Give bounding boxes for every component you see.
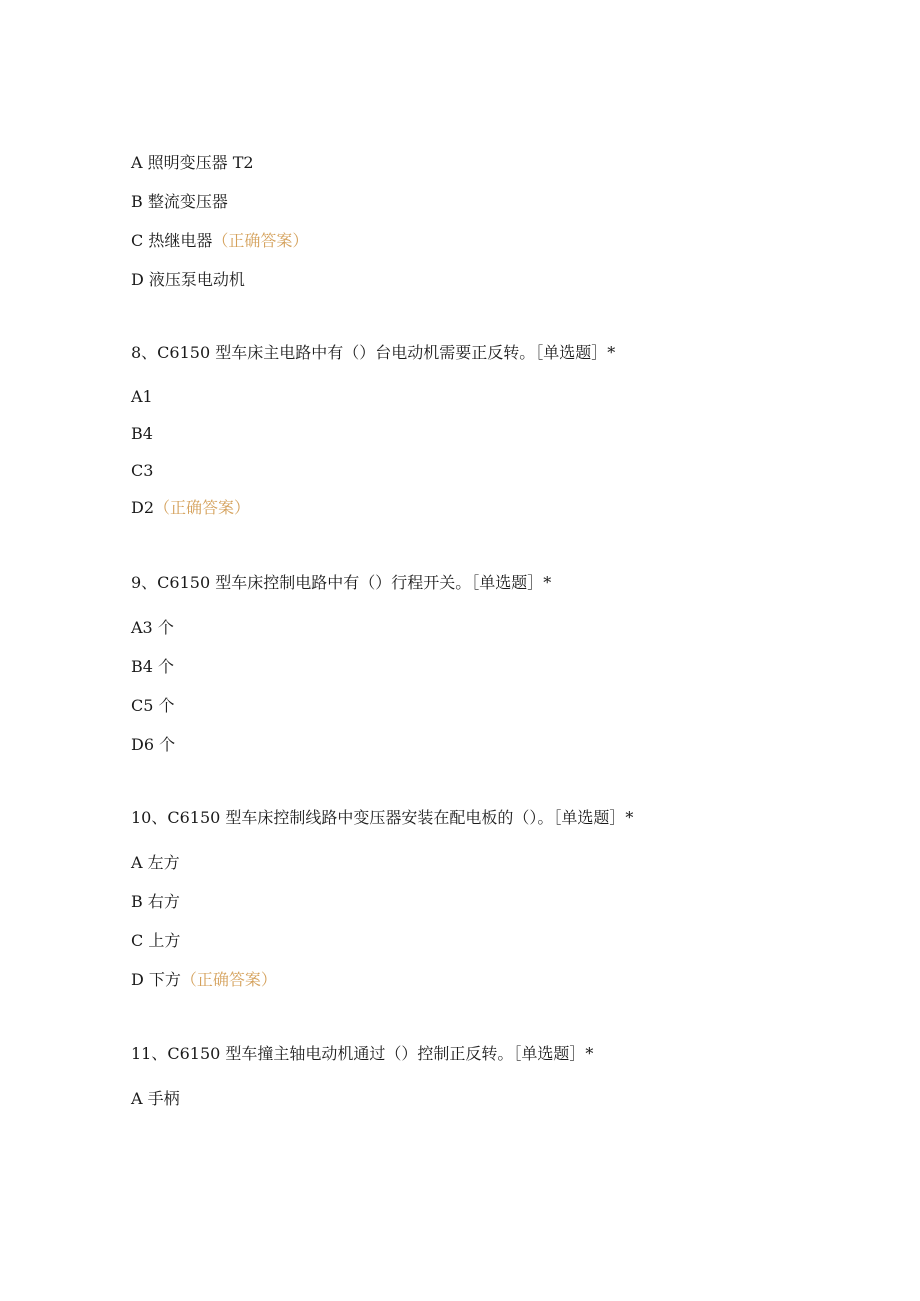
option-label: A1 xyxy=(131,387,153,406)
option-9-d xyxy=(131,734,175,756)
question-9-text: 9、C6150 型车床控制电路中有（）行程开关。［单选题］* xyxy=(131,573,552,592)
option-9-a xyxy=(131,617,174,639)
option-prev-c xyxy=(131,230,308,252)
correct-answer-mark: （正确答案） xyxy=(154,498,251,517)
option-label: A3 个 xyxy=(131,618,174,637)
option-label: B4 xyxy=(131,424,153,443)
option-label: B 整流变压器 xyxy=(131,192,228,211)
option-10-a xyxy=(131,852,180,874)
option-label: C 上方 xyxy=(131,931,181,950)
question-10-text: 10、C6150 型车床控制线路中变压器安装在配电板的（）。［单选题］* xyxy=(131,808,634,827)
option-label: A 手柄 xyxy=(131,1089,180,1108)
correct-answer-mark: （正确答案） xyxy=(212,231,309,250)
option-label: A 照明变压器 T2 xyxy=(131,153,254,172)
option-label: B4 个 xyxy=(131,657,175,676)
option-8-c xyxy=(131,460,153,482)
option-label: C3 xyxy=(131,461,154,480)
option-8-b xyxy=(131,423,153,445)
option-10-b xyxy=(131,891,180,913)
option-label: D 液压泵电动机 xyxy=(131,270,245,289)
option-11-a xyxy=(131,1088,180,1110)
option-prev-d xyxy=(131,269,245,291)
option-10-c xyxy=(131,930,180,952)
correct-answer-mark: （正确答案） xyxy=(180,970,277,989)
option-9-c xyxy=(131,695,175,717)
option-label: C5 个 xyxy=(131,696,175,715)
option-label: D2 xyxy=(131,498,155,517)
option-9-b xyxy=(131,656,174,678)
question-8-text: 8、C6150 型车床主电路中有（）台电动机需要正反转。［单选题］* xyxy=(131,343,616,362)
option-label: D 下方 xyxy=(131,970,181,989)
option-prev-a xyxy=(131,152,254,174)
question-11-text: 11、C6150 型车撞主轴电动机通过（）控制正反转。［单选题］* xyxy=(131,1044,594,1063)
option-label: C 热继电器 xyxy=(131,231,213,250)
option-label: D6 个 xyxy=(131,735,176,754)
option-label: A 左方 xyxy=(131,853,180,872)
option-prev-b xyxy=(131,191,228,213)
option-label: B 右方 xyxy=(131,892,180,911)
option-8-d xyxy=(131,497,250,519)
option-10-d xyxy=(131,969,277,991)
option-8-a xyxy=(131,386,153,408)
